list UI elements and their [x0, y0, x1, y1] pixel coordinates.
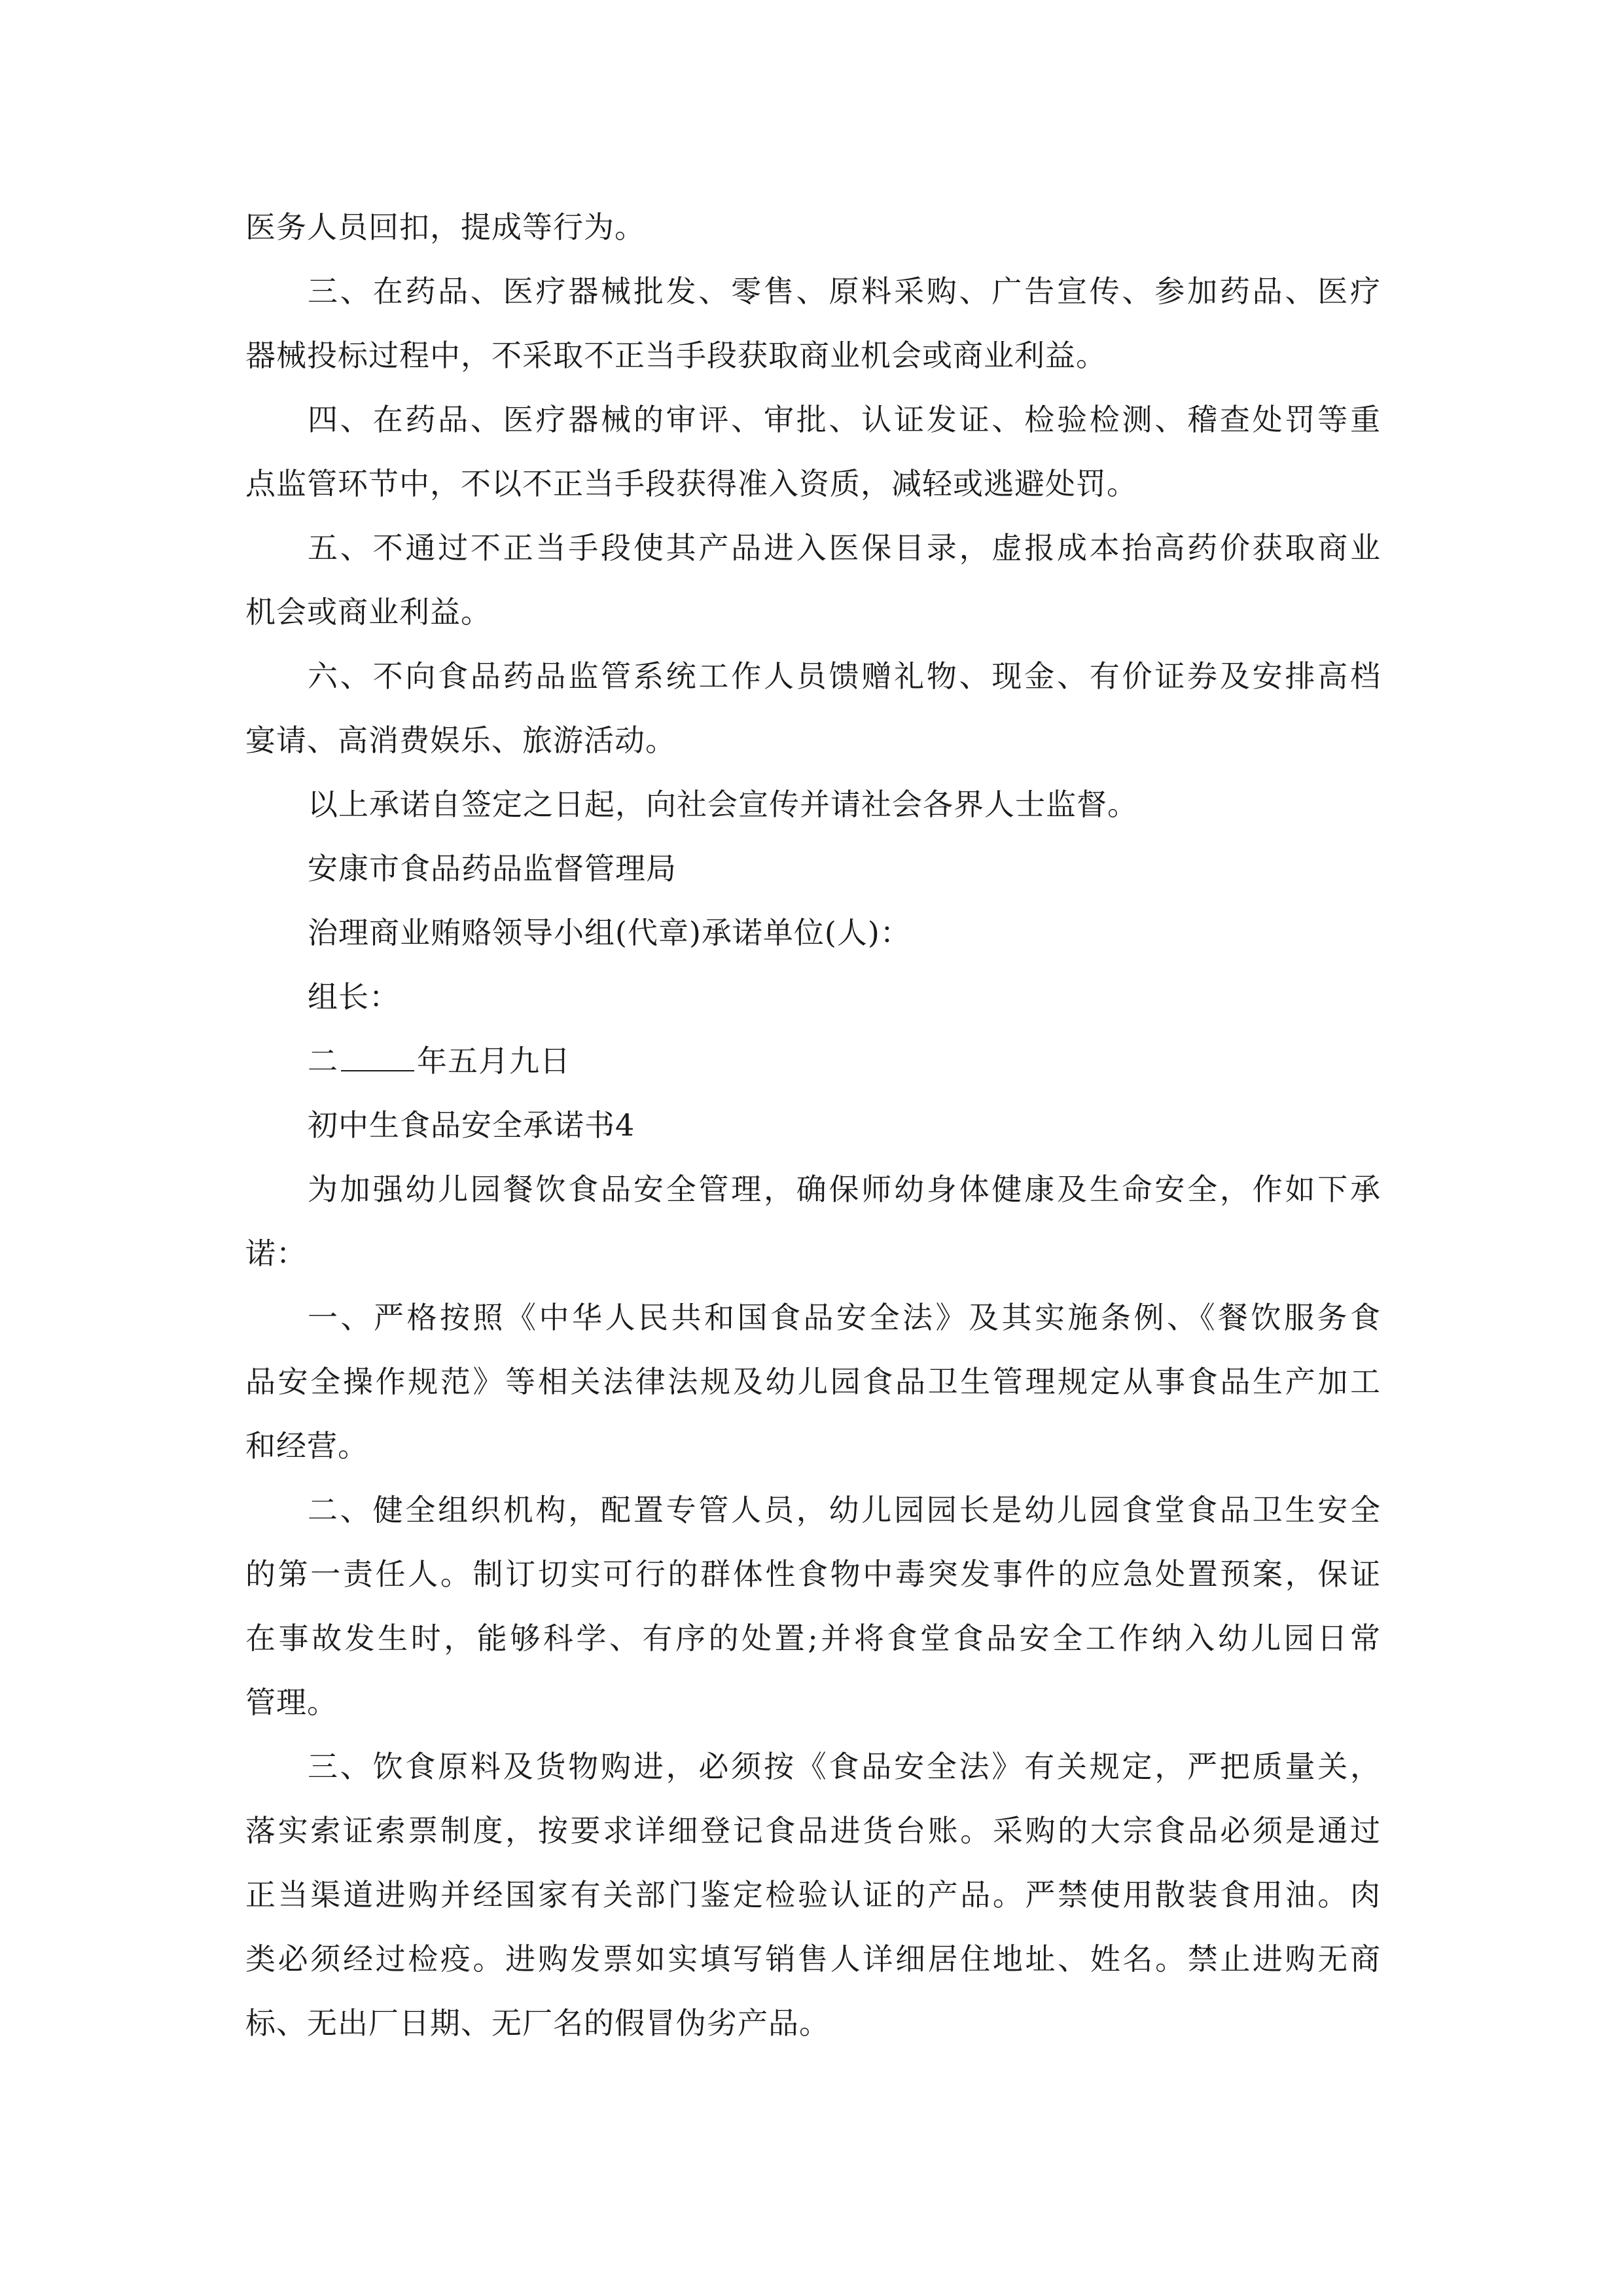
- paragraph-line: 类必须经过检疫。进购发票如实填写销售人详细居住地址、姓名。禁止进购无商: [245, 1941, 1381, 1977]
- paragraph-line: 管理。: [245, 1685, 338, 1720]
- paragraph-line: 医务人员回扣，提成等行为。: [245, 209, 645, 245]
- paragraph-line: 落实索证索票制度，按要求详细登记食品进货台账。采购的大宗食品必须是通过: [245, 1813, 1381, 1848]
- section-title: 初中生食品安全承诺书4: [308, 1107, 635, 1143]
- paragraph-line: 器械投标过程中，不采取不正当手段获取商业机会或商业利益。: [245, 338, 1107, 373]
- paragraph-line: 诺：: [245, 1236, 307, 1271]
- paragraph-line: 四、在药品、医疗器械的审评、审批、认证发证、检验检测、稽查处罚等重: [308, 402, 1381, 437]
- signing-date: [245, 1029, 1381, 1093]
- paragraph-line: 一、严格按照《中华人民共和国食品安全法》及其实施条例、《餐饮服务食: [308, 1300, 1381, 1335]
- paragraph-line: 点监管环节中，不以不正当手段获得准入资质，减轻或逃避处罚。: [245, 466, 1137, 501]
- paragraph-line: 和经营。: [245, 1428, 368, 1463]
- date-prefix: 二: [308, 1043, 338, 1079]
- paragraph-line: 正当渠道进购并经国家有关部门鉴定检验认证的产品。严禁使用散装食用油。肉: [245, 1877, 1381, 1912]
- date-blank: [341, 1044, 414, 1071]
- paragraph-line: 标、无出厂日期、无厂名的假冒伪劣产品。: [245, 2005, 830, 2041]
- bureau-name: 安康市食品药品监督管理局: [308, 851, 677, 886]
- paragraph-line: 品安全操作规范》等相关法律法规及幼儿园食品卫生管理规定从事食品生产加工: [245, 1364, 1381, 1399]
- paragraph-line: 三、饮食原料及货物购进，必须按《食品安全法》有关规定，严把质量关，: [308, 1749, 1381, 1784]
- paragraph-line: 宴请、高消费娱乐、旅游活动。: [245, 723, 676, 758]
- paragraph-line: 的第一责任人。制订切实可行的群体性食物中毒突发事件的应急处置预案，保证: [245, 1556, 1381, 1592]
- paragraph-line: 在事故发生时，能够科学、有序的处置;并将食堂食品安全工作纳入幼儿园日常: [245, 1621, 1381, 1656]
- paragraph-line: 二、健全组织机构，配置专管人员，幼儿园园长是幼儿园食堂食品卫生安全: [308, 1492, 1381, 1528]
- paragraph-line: 为加强幼儿园餐饮食品安全管理，确保师幼身体健康及生命安全，作如下承: [308, 1172, 1381, 1207]
- paragraph-line: 六、不向食品药品监管系统工作人员馈赠礼物、现金、有价证券及安排高档: [308, 658, 1381, 694]
- paragraph-line: 五、不通过不正当手段使其产品进入医保目录，虚报成本抬高药价获取商业: [308, 530, 1381, 565]
- group-signature: 治理商业贿赂领导小组(代章)承诺单位(人)：: [308, 915, 911, 950]
- document-page: [245, 195, 1381, 2055]
- leader-signature: 组长：: [308, 979, 400, 1014]
- closing-statement: 以上承诺自签定之日起，向社会宣传并请社会各界人士监督。: [308, 787, 1138, 822]
- date-suffix: 年五月九日: [417, 1043, 571, 1079]
- paragraph-line: 机会或商业利益。: [245, 594, 491, 630]
- paragraph-line: 三、在药品、医疗器械批发、零售、原料采购、广告宣传、参加药品、医疗: [308, 274, 1381, 309]
